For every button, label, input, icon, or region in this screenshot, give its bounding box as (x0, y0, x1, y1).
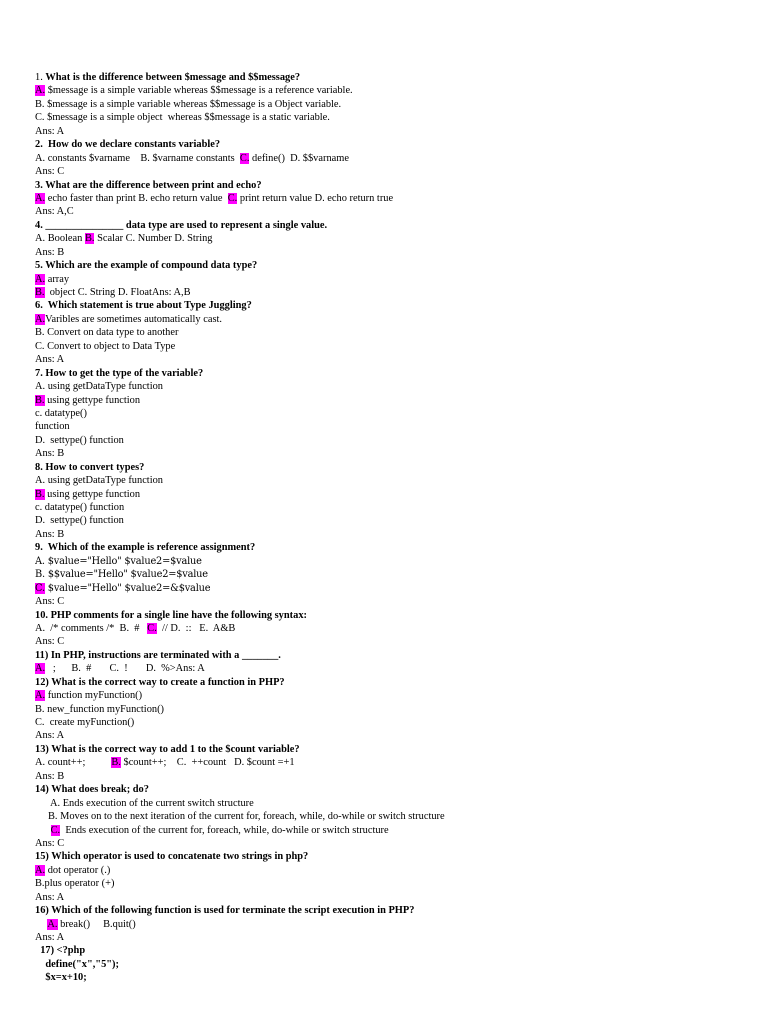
text-segment: 4. _______________ data type are used to represent a single value. (35, 219, 328, 231)
text-line (35, 555, 735, 568)
text-line (35, 635, 735, 648)
text-line (35, 918, 735, 931)
text-segment: print return value D. echo return true (237, 192, 394, 204)
text-segment: Ans: B (35, 246, 65, 258)
text-segment: A. using getDataType function (35, 381, 163, 393)
text-segment: 5. Which are the example of compound data type? (35, 260, 258, 272)
text-segment: dot operator (.) (45, 864, 111, 876)
text-segment: Varibles are sometimes automatically cast. (45, 313, 222, 325)
text-segment: function myFunction() (45, 690, 143, 702)
text-segment: Ends execution of the current for, foreach, while, do-while or switch structure (60, 824, 389, 836)
text-segment: A. Boolean (35, 233, 85, 245)
text-line (35, 824, 735, 837)
text-segment: 1. (35, 72, 46, 83)
text-line (35, 501, 735, 514)
text-segment: A. count++; (35, 757, 112, 769)
text-segment: D. settype() function (35, 434, 124, 446)
text-segment: $x=x+10; (35, 972, 87, 984)
text-line (35, 286, 735, 299)
text-segment: ; B. # C. ! D. %>Ans: A (45, 663, 205, 675)
text-segment: using gettype function (44, 488, 141, 500)
text-segment: B. Convert on data type to another (35, 327, 179, 339)
text-segment: 2. How do we declare constants variable? (35, 139, 221, 151)
text-segment: A. constants $varname B. $varname constants (35, 152, 240, 164)
text-line (35, 877, 735, 890)
text-segment: D. settype() function (35, 515, 124, 527)
text-line (35, 71, 735, 84)
text-line (35, 864, 735, 877)
text-line (35, 649, 735, 662)
text-line (35, 447, 735, 460)
text-segment: B. new_function myFunction() (35, 703, 165, 715)
text-segment: define("x","5"); (35, 958, 119, 970)
text-line (35, 394, 735, 407)
text-line (35, 461, 735, 474)
text-line (35, 541, 735, 554)
text-line (35, 729, 735, 742)
text-line (35, 971, 735, 984)
text-line (35, 313, 735, 326)
text-line (35, 622, 735, 635)
text-segment: 10. PHP comments for a single line have the following syntax: (35, 609, 307, 621)
text-line (35, 797, 735, 810)
text-line (35, 179, 735, 192)
text-segment: function (35, 421, 70, 433)
text-line (35, 299, 735, 312)
text-segment (35, 825, 51, 836)
text-segment: 3. What are the difference between print and echo? (35, 179, 262, 191)
text-line (35, 958, 735, 971)
highlighted-answer-label: A. (35, 663, 46, 675)
text-segment: $message is a simple variable whereas $$message is a reference variable. (45, 85, 353, 97)
highlighted-answer-label: C. (227, 192, 238, 204)
text-line (35, 676, 735, 689)
text-line (35, 488, 735, 501)
highlighted-answer-label: B. (35, 394, 45, 406)
highlighted-answer-label: A. (35, 85, 46, 97)
highlighted-answer-label: A. (47, 918, 58, 930)
text-segment: Ans: B (35, 770, 65, 782)
text-line (35, 595, 735, 608)
text-segment: 6. Which statement is true about Type Juggling? (35, 300, 252, 312)
text-line (35, 111, 735, 124)
text-segment: 8. How to convert types? (35, 461, 145, 473)
text-line (35, 850, 735, 863)
highlighted-answer-label: A. (35, 690, 46, 702)
text-line (35, 340, 735, 353)
text-line (35, 716, 735, 729)
text-segment: Ans: A (35, 354, 65, 366)
text-line (35, 756, 735, 769)
text-line (35, 98, 735, 111)
text-line (35, 152, 735, 165)
text-segment: c. datatype() function (35, 502, 125, 513)
highlighted-answer-label: B. (84, 233, 95, 245)
text-line (35, 246, 735, 259)
text-segment: C. create myFunction() (35, 717, 135, 728)
text-segment: Ans: B (35, 448, 65, 460)
text-segment: 17) <?php (35, 945, 86, 957)
highlighted-answer-label: C. (239, 152, 250, 164)
text-line (35, 783, 735, 796)
text-line (35, 528, 735, 541)
text-line (35, 367, 735, 380)
text-segment: Ans: A (35, 125, 65, 137)
text-segment: A. /* comments /* B. # (35, 622, 148, 634)
text-segment: B. $message is a simple variable whereas $$message is a Object variable. (35, 98, 342, 110)
text-line (35, 380, 735, 393)
text-segment: array (45, 273, 70, 285)
text-segment: 13) What is the correct way to add 1 to the $count variable? (35, 743, 300, 755)
text-segment: using gettype function (44, 394, 141, 406)
text-line (35, 434, 735, 447)
text-segment: Ans: C (35, 636, 65, 648)
text-line (35, 205, 735, 218)
text-segment (35, 919, 47, 930)
text-segment: 14) What does break; do? (35, 784, 149, 796)
text-line (35, 837, 735, 850)
text-line (35, 770, 735, 783)
text-line (35, 891, 735, 904)
text-segment: B. $$value="Hello" $value2=$value (35, 569, 208, 581)
highlighted-answer-label: A. (35, 864, 46, 876)
text-line (35, 125, 735, 138)
highlighted-answer-label: A. (35, 192, 46, 204)
text-segment: Ans: A,C (35, 206, 74, 218)
text-segment: 15) Which operator is used to concatenate two strings in php? (35, 851, 309, 863)
highlighted-answer-label: B. (111, 757, 121, 769)
text-segment: A. $value="Hello" $value2=$value (35, 555, 202, 567)
highlighted-answer-label: A. (35, 273, 46, 285)
text-line (35, 192, 735, 205)
text-segment: Ans: A (35, 730, 65, 742)
text-line (35, 703, 735, 716)
highlighted-answer-label: C. (147, 622, 157, 634)
text-segment: Ans: B (35, 528, 65, 540)
text-segment: What is the difference between $message and $$message? (45, 72, 301, 83)
text-line (35, 138, 735, 151)
text-segment: A. using getDataType function (35, 475, 163, 487)
text-line (35, 689, 735, 702)
text-segment: // D. :: E. A&B (156, 622, 236, 634)
text-segment: echo faster than print B. echo return value (45, 192, 228, 204)
text-segment: object C. String D. FloatAns: A,B (44, 287, 191, 298)
document-page (35, 71, 735, 985)
text-segment: Ans: A (35, 932, 65, 943)
text-line (35, 810, 735, 823)
highlighted-answer-label: C. (50, 824, 61, 836)
text-line (35, 582, 735, 595)
text-segment: Ans: C (35, 166, 65, 178)
text-line (35, 407, 735, 420)
text-segment: Ans: C (35, 837, 65, 849)
text-line (35, 84, 735, 97)
text-segment: c. datatype() (35, 407, 87, 419)
text-line (35, 514, 735, 527)
text-line (35, 219, 735, 232)
text-line (35, 662, 735, 675)
text-line (35, 353, 735, 366)
text-line (35, 165, 735, 178)
text-line (35, 232, 735, 245)
text-segment: 12) What is the correct way to create a function in PHP? (35, 676, 285, 688)
text-segment: break() B.quit() (57, 918, 136, 930)
text-line (35, 273, 735, 286)
text-line (35, 743, 735, 756)
text-line (35, 931, 735, 944)
text-line (35, 259, 735, 272)
text-segment: Scalar C. Number D. String (94, 233, 213, 245)
text-segment: B.plus operator (+) (35, 878, 115, 890)
text-line (35, 568, 735, 581)
text-line (35, 904, 735, 917)
text-segment: 11) In PHP, instructions are terminated with a _______. (35, 649, 281, 661)
text-segment: 16) Which of the following function is used for terminate the script execution in PHP? (35, 905, 415, 917)
text-line (35, 609, 735, 622)
text-line (35, 326, 735, 339)
highlighted-answer-label: B. (35, 287, 45, 298)
text-segment: $value="Hello" $value2=&$value (44, 582, 211, 594)
text-segment: define() D. $$varname (249, 152, 349, 164)
text-segment: A. Ends execution of the current switch structure (35, 797, 254, 809)
text-segment: $count++; C. ++count D. $count =+1 (120, 757, 295, 769)
text-line (35, 944, 735, 957)
text-line (35, 420, 735, 433)
text-segment: C. Convert to object to Data Type (35, 340, 176, 352)
text-segment: 9. Which of the example is reference assignment? (35, 542, 256, 554)
text-segment: 7. How to get the type of the variable? (35, 367, 204, 379)
highlighted-answer-label: A. (35, 313, 46, 325)
text-segment: Ans: A (35, 891, 65, 903)
text-line (35, 474, 735, 487)
text-segment: C. $message is a simple object whereas $$message is a static variable. (35, 112, 330, 124)
highlighted-answer-label: C. (35, 582, 45, 594)
text-segment: Ans: C (35, 596, 65, 608)
highlighted-answer-label: B. (35, 488, 45, 500)
text-segment: B. Moves on to the next iteration of the current for, foreach, while, do-while or switch structure (35, 811, 445, 823)
